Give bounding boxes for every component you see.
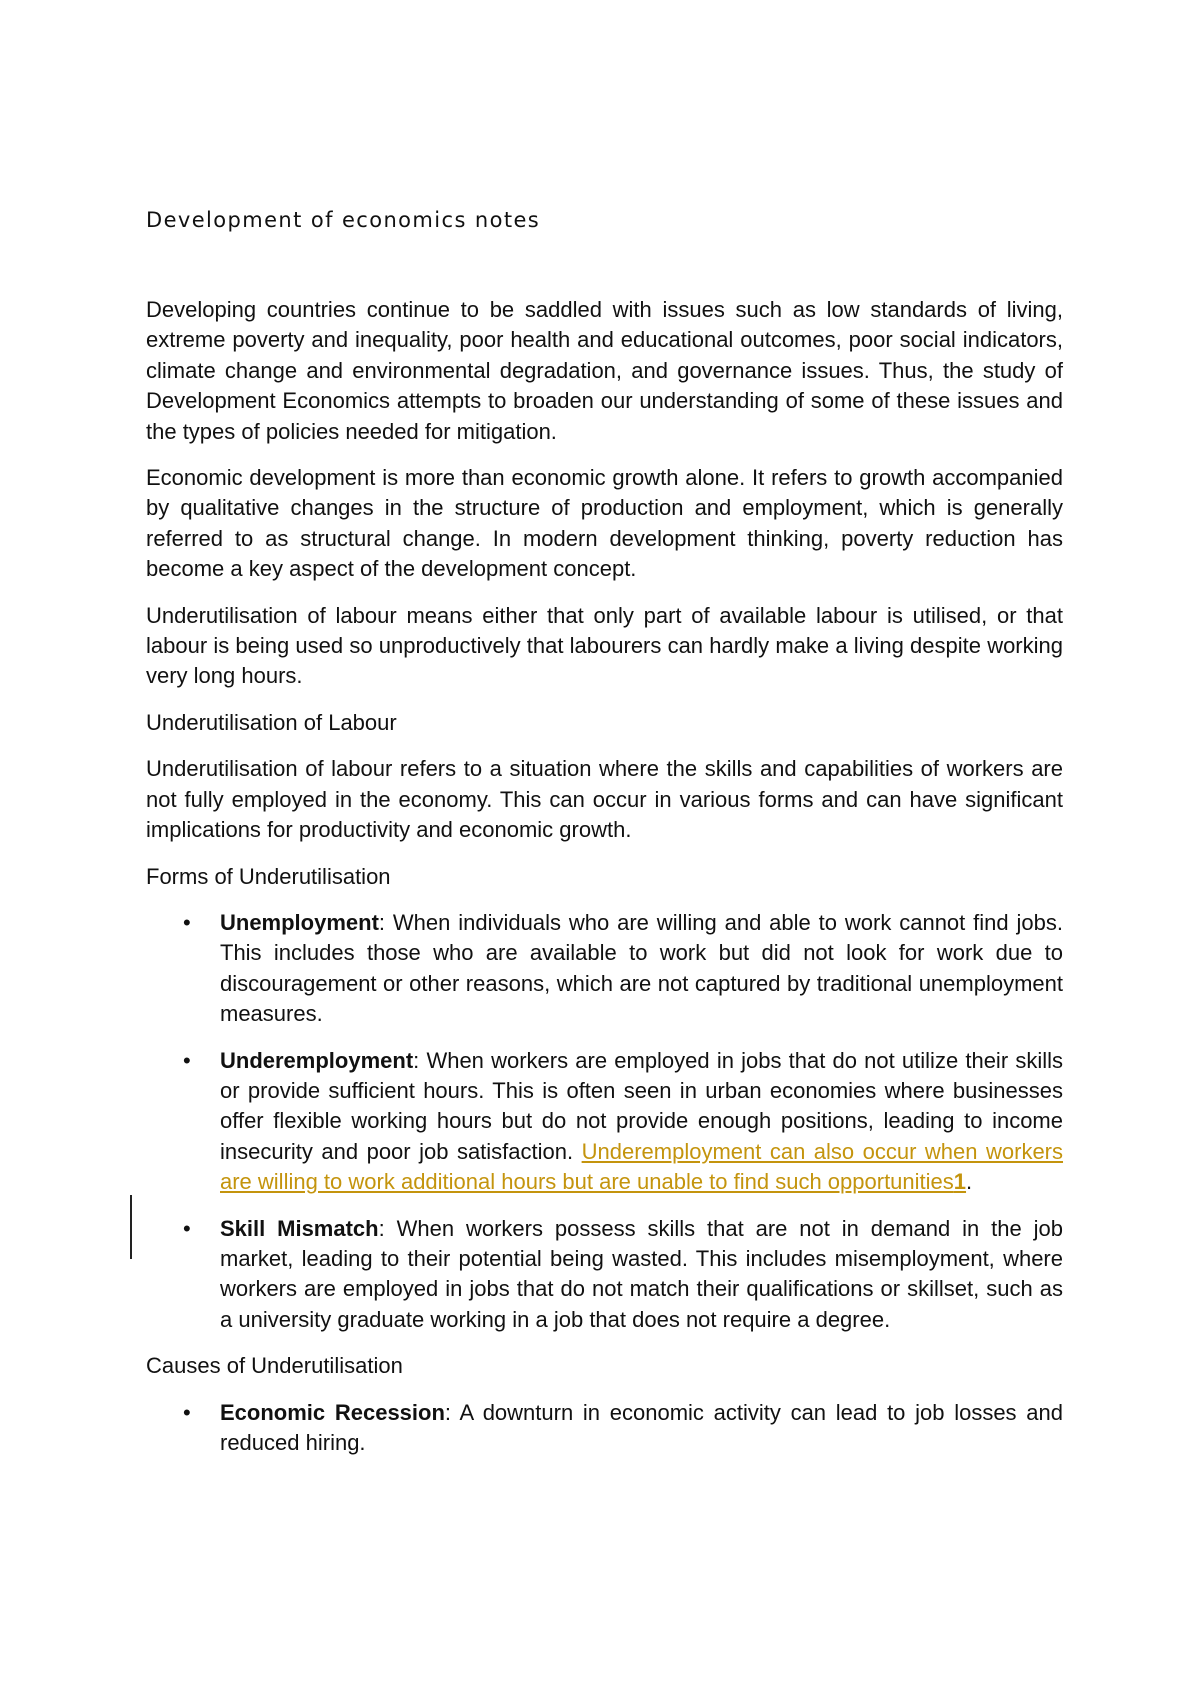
underemployment-end-punctuation: . xyxy=(966,1169,973,1195)
paragraph-economic-development: Economic development is more than economic growth alone. It refers to growth accompanied by qualitative changes in the structure of production and employment, which is generally referred to as structural change. In modern development thinking, poverty reduction has become a key aspect of the development concept. xyxy=(146,465,1063,582)
footnote-reference-link[interactable]: 1 xyxy=(953,1169,967,1195)
paragraph-underutilisation-refers: Underutilisation of labour refers to a situation where the skills and capabilities of workers are not fully employed in the economy. This can occur in various forms and can have significant implications for productivity and economic growth. xyxy=(146,756,1063,843)
underemployment-hyperlink[interactable]: Underemployment can also occur when workers are willing to work additional hours but are unable to find such opportunities xyxy=(220,1138,1064,1195)
definition-skill-mismatch: : When workers possess skills that are not in demand in the job market, leading to their potential being wasted. This includes misemployment, where workers are employed in jobs that do not match their qualifications or skillset, such as a university graduate working in a job that does not require a degree. xyxy=(220,1215,1063,1332)
heading-causes-of-underutilisation: Causes of Underutilisation xyxy=(146,1353,403,1379)
list-item-underemployment xyxy=(146,1046,1063,1198)
list-item-skill-mismatch xyxy=(146,1214,1063,1336)
list-item-economic-recession xyxy=(146,1398,1063,1459)
heading-forms-of-underutilisation: Forms of Underutilisation xyxy=(146,863,391,889)
term-skill-mismatch: Skill Mismatch xyxy=(220,1215,379,1241)
term-unemployment: Unemployment xyxy=(220,909,379,935)
forms-list xyxy=(146,908,1063,1335)
document-title: Development of economics notes xyxy=(146,208,541,232)
list-item-unemployment xyxy=(146,908,1063,1030)
heading-underutilisation-of-labour: Underutilisation of Labour xyxy=(146,709,397,735)
bullet-icon: • xyxy=(183,1399,191,1425)
bullet-icon: • xyxy=(183,1047,191,1073)
causes-list xyxy=(146,1398,1063,1459)
definition-unemployment: : When individuals who are willing and able to work cannot find jobs. This includes those who are available to work but did not look for work due to discouragement or other reasons, which are not captured by traditional unemployment measures. xyxy=(220,909,1063,1027)
revision-change-bar xyxy=(130,1195,132,1259)
bullet-icon: • xyxy=(183,909,191,935)
bullet-icon: • xyxy=(183,1215,191,1241)
definition-underemployment: : When workers are employed in jobs that do not utilize their skills or provide sufficient hours. This is often seen in urban economies where businesses offer flexible working hours but do not provide enough positions, leading to income insecurity and poor job satisfaction. xyxy=(220,1047,1063,1164)
term-underemployment: Underemployment xyxy=(220,1047,414,1073)
document-body xyxy=(146,205,1063,1474)
term-economic-recession: Economic Recession xyxy=(220,1399,445,1425)
paragraph-intro: Developing countries continue to be saddled with issues such as low standards of living, extreme poverty and inequality, poor health and educational outcomes, poor social indicators, climate change and environmental degradation, and governance issues. Thus, the study of Development Economics attempts to broaden our understanding of some of these issues and the types of policies needed for mitigation. xyxy=(146,297,1063,444)
definition-economic-recession: : A downturn in economic activity can lead to job losses and reduced hiring. xyxy=(220,1399,1063,1455)
paragraph-underutilisation-definition: Underutilisation of labour means either that only part of available labour is utilised, or that labour is being used so unproductively that labourers can hardly make a living despite working very long hours. xyxy=(146,602,1063,689)
title-spacer xyxy=(146,245,1063,295)
